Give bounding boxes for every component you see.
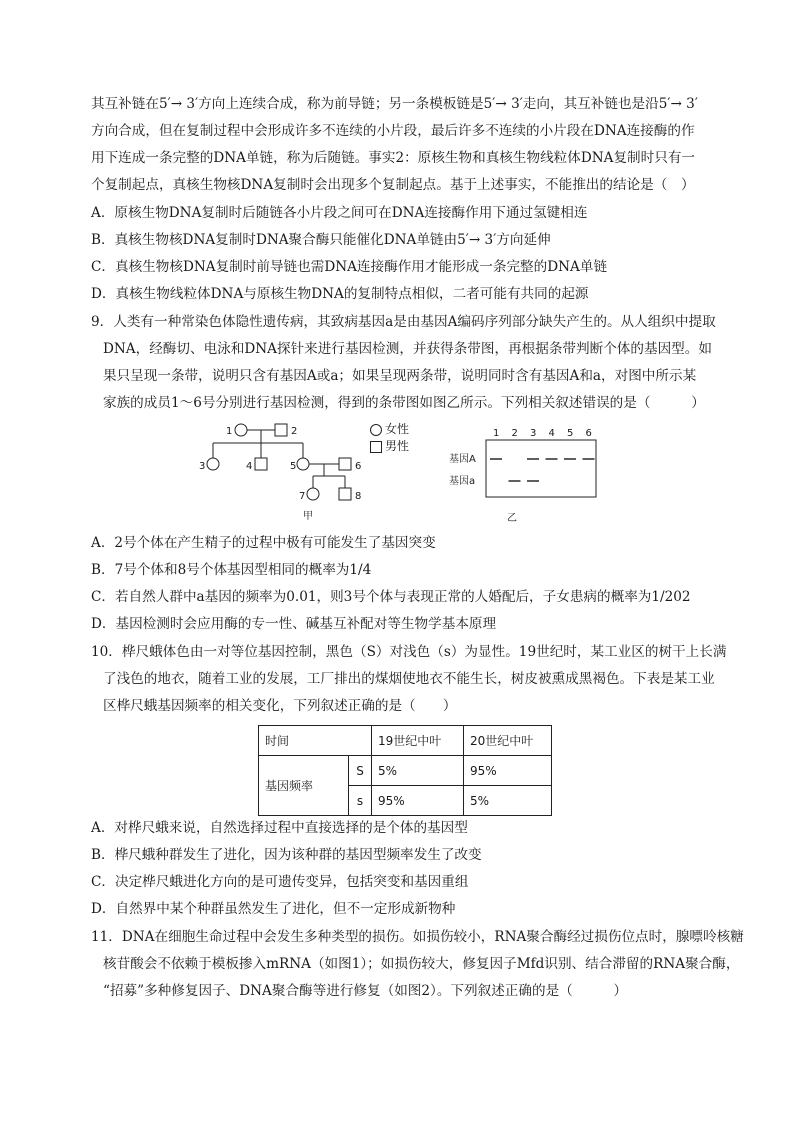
pedigree-label: 5 [290, 461, 297, 472]
q8-option-a: A．原核生物DNA复制时后随链各小片段之间可在DNA连接酶作用下通过氢键相连 [91, 205, 588, 221]
q8-option-c: C．真核生物核DNA复制时前导链也需DNA连接酶作用才能形成一条完整的DNA单链 [91, 259, 608, 275]
q8-option-d: D．真核生物线粒体DNA与原核生物DNA的复制特点相似，二者可能有共同的起源 [91, 286, 589, 302]
pedigree-label: 7 [299, 491, 306, 502]
q9-stem-line: 家族的成员1～6号分别进行基因检测，得到的条带图如图乙所示。下列相关叙述错误的是（ ） [103, 395, 705, 411]
q9-stem-line: 果只呈现一条带，说明只含有基因A或a；如果呈现两条带，说明同时含有基因A和a，对图中所示某 [103, 368, 697, 384]
q8-text-line: 其互补链在5′→ 3′方向上连续合成，称为前导链；另一条模板链是5′→ 3′走向，其互补链也是沿5′→ 3′ [91, 96, 698, 112]
pedigree-label: 6 [355, 461, 362, 472]
table-row-label: 基因频率 [259, 756, 349, 816]
figure-caption-jia: 甲 [303, 511, 313, 522]
table-allele: S [349, 756, 372, 786]
q9-stem-line: DNA，经酶切、电泳和DNA探针来进行基因检测，并获得条带图，再根据条带判断个体的基因型。如 [103, 341, 712, 357]
table-cell: 5% [464, 786, 552, 816]
band-column-number: 5 [567, 428, 574, 439]
table-header-row [259, 726, 552, 756]
band-column-number: 6 [585, 428, 592, 439]
q9-option-d: D．基因检测时会应用酶的专一性、碱基互补配对等生物学基本原理 [91, 616, 497, 632]
band-column-number: 1 [493, 428, 500, 439]
legend-female-label: 女性 [385, 422, 410, 436]
table-header-col1: 19世纪中叶 [372, 726, 464, 756]
pedigree-label: 2 [291, 426, 298, 437]
q10-stem-line: 10．桦尺蛾体色由一对等位基因控制，黑色（S）对浅色（s）为显性。19世纪时，某工业区的树干上长满 [91, 644, 727, 660]
pedigree-label: 4 [246, 461, 253, 472]
figure-caption-yi: 乙 [507, 513, 517, 524]
q11-stem-line: “招募”多种修复因子、DNA聚合酶等进行修复（如图2）。下列叙述正确的是（ ） [103, 983, 628, 999]
q10-option-a: A．对桦尺蛾来说，自然选择过程中直接选择的是个体的基因型 [91, 820, 468, 836]
q8-text-line: 个复制起点，真核生物核DNA复制时会出现多个复制起点。基于上述事实，不能推出的结论是（ ） [91, 177, 695, 193]
legend-female [370, 421, 409, 438]
q9-option-b: B．7号个体和8号个体基因型相同的概率为1/4 [91, 562, 372, 578]
individual-6-male [339, 458, 351, 470]
legend-male [370, 438, 409, 455]
gene-band-chart [449, 427, 604, 523]
pedigree-legend [370, 421, 409, 455]
q10-option-b: B．桦尺蛾种群发生了进化，因为该种群的基因型频率发生了改变 [91, 847, 482, 863]
q9-stem-line: 9．人类有一种常染色体隐性遗传病，其致病基因a是由基因A编码序列部分缺失产生的。从人组织中提取 [91, 314, 716, 330]
band-column-number: 3 [530, 428, 537, 439]
pedigree-label: 8 [355, 491, 362, 502]
q11-stem-line: 11．DNA在细胞生命过程中会发生多种类型的损伤。如损伤较小，RNA聚合酶经过损伤位点时，腺嘌呤核糖 [91, 929, 744, 945]
pedigree-label: 3 [199, 461, 206, 472]
band-column-number: 4 [548, 428, 555, 439]
band-row-label-a: 基因a [449, 476, 476, 487]
table-row [259, 756, 552, 786]
q8-text-line: 用下连成一条完整的DNA单链，称为后随链。事实2：原核生物和真核生物线粒体DNA复制时只有一 [91, 150, 696, 166]
band-frame [486, 440, 596, 497]
table-cell: 95% [464, 756, 552, 786]
table-header-col2: 20世纪中叶 [464, 726, 552, 756]
individual-3-female [207, 458, 219, 470]
q10-stem-line: 了浅色的地衣，随着工业的发展，工厂排出的煤烟使地衣不能生长，树皮被熏成黑褐色。下表是某工业 [103, 671, 715, 687]
table-allele: s [349, 786, 372, 816]
q9-option-a: A．2号个体在产生精子的过程中极有可能发生了基因突变 [91, 535, 436, 551]
gene-frequency-table [258, 725, 552, 816]
q11-stem-line: 核苷酸会不依赖于模板掺入mRNA（如图1）；如损伤较大，修复因子Mfd识别、结合滞留的RNA聚合酶， [103, 956, 740, 972]
legend-male-label: 男性 [385, 439, 410, 453]
q10-option-d: D．自然界中某个种群虽然发生了进化，但不一定形成新物种 [91, 901, 456, 917]
band-column-number: 2 [511, 428, 518, 439]
individual-5-female [297, 458, 309, 470]
female-symbol-icon [370, 424, 382, 436]
individual-7-female [307, 488, 319, 500]
band-row-label-A: 基因A [449, 454, 476, 465]
individual-2-male [275, 424, 287, 436]
q9-option-c: C．若自然人群中a基因的频率为0.01，则3号个体与表现正常的人婚配后，子女患病的概率为1/202 [91, 589, 691, 605]
pedigree-label: 1 [226, 426, 233, 437]
individual-1-female [235, 424, 247, 436]
individual-4-male [255, 458, 267, 470]
q10-stem-line: 区桦尺蛾基因频率的相关变化，下列叙述正确的是（ ） [103, 698, 457, 714]
individual-8-male [339, 488, 351, 500]
table-cell: 95% [372, 786, 464, 816]
male-symbol-icon [370, 441, 382, 453]
table-header-time: 时间 [259, 726, 372, 756]
q8-option-b: B．真核生物核DNA复制时DNA聚合酶只能催化DNA单链由5′→ 3′方向延伸 [91, 232, 551, 248]
table-cell: 5% [372, 756, 464, 786]
q10-option-c: C．决定桦尺蛾进化方向的是可遗传变异，包括突变和基因重组 [91, 874, 469, 890]
q8-text-line: 方向合成，但在复制过程中会形成许多不连续的小片段，最后许多不连续的小片段在DNA连接酶的作 [91, 123, 695, 139]
